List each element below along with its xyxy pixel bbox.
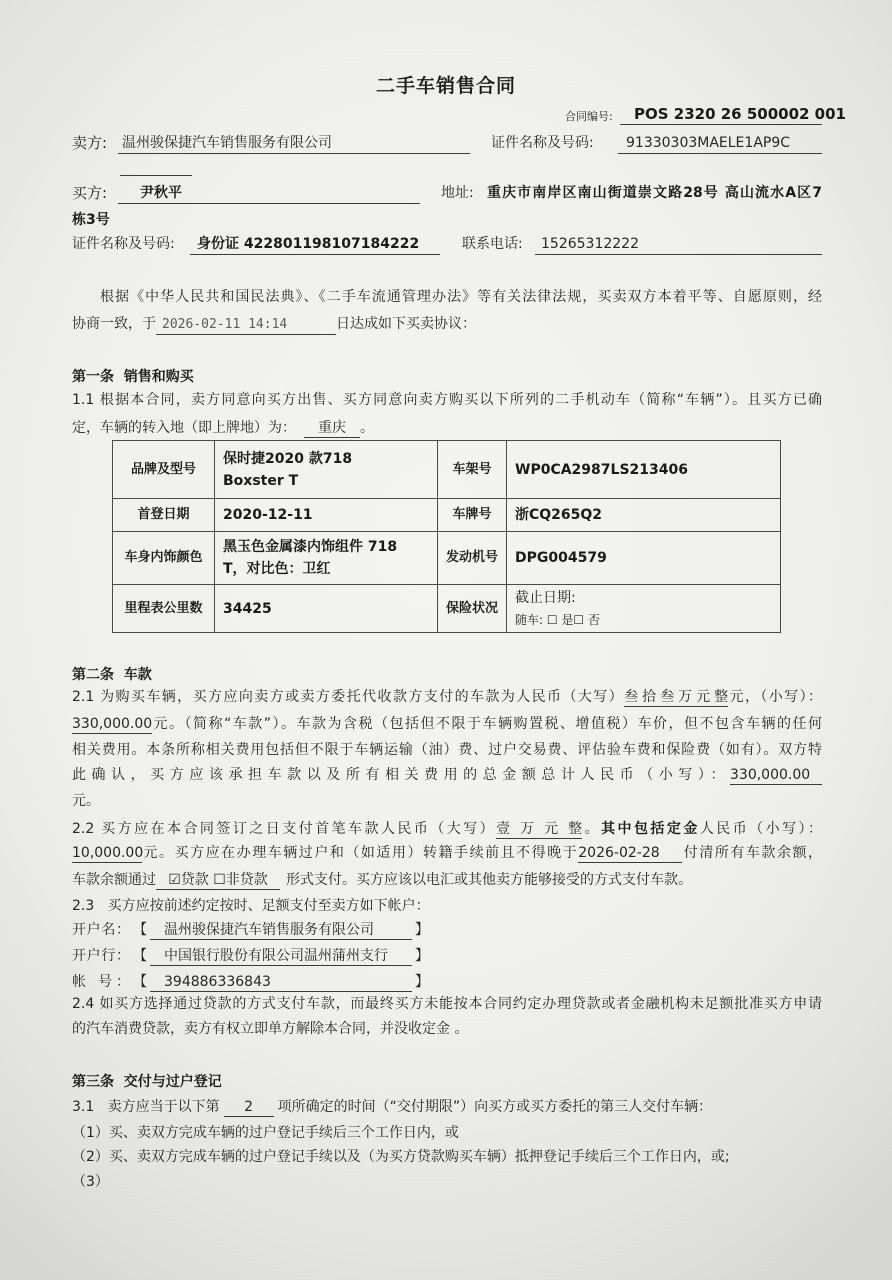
registration-place: 重庆 (304, 419, 360, 438)
clause-2-2-line-1 (72, 818, 822, 840)
clause-3-1-text: 3.1 卖方应当于以下第 (72, 1099, 220, 1115)
clause-2-1-line-4 (72, 764, 822, 786)
first-registration-value (215, 499, 438, 532)
price-upper-field: 叁拾叁万元整 (624, 689, 729, 705)
price-lower-field: 330,000.00 (72, 716, 153, 732)
clause-2-1-text: 2.1 为购买车辆，买方应向卖方或卖方委托代收款方支付的车款为人民币（大写） (72, 689, 625, 705)
account-number-value: 394886336843 (150, 973, 412, 992)
buyer-address-line-1: 重庆市南岸区南山街道崇文路28号 高山流水A区7 (487, 185, 822, 201)
first-registration-label: 首登日期 (113, 499, 215, 532)
bracket-close: 】 (415, 922, 429, 938)
brand-model-label: 品牌及型号 (113, 441, 215, 499)
engine-no-text: DPG004579 (515, 550, 607, 566)
first-registration-text: 2020-12-11 (223, 507, 313, 523)
brand-model-line: Boxster T (223, 472, 299, 489)
account-name-value: 温州骏保捷汽车销售服务有限公司 (150, 921, 412, 940)
buyer-address-line-2: 栋3号 (72, 212, 110, 228)
deposit-lower-field: 10,000.00 (72, 845, 144, 861)
vin-label: 车架号 (438, 441, 507, 499)
vin-text: WP0CA2987LS213406 (515, 461, 688, 478)
clause-2-2-text: 。 (582, 821, 602, 837)
clause-1-1-line-1: 1.1 根据本合同，卖方同意向买方出售、买方同意向卖方购买以下所列的二手机动车（简称“车辆”）。且买方已确 (72, 392, 822, 408)
clause-2-2-text: 付清所有车款余额， (682, 845, 823, 861)
plate-value (507, 499, 781, 532)
preamble-line-2 (72, 313, 822, 335)
agreement-date: 2026-02-11 14:14 (156, 316, 336, 335)
buyer-phone-label: 联系电话: (462, 236, 523, 252)
balance-due-date-field: 2026-02-28 (578, 844, 682, 863)
buyer-label: 买方: (72, 184, 108, 202)
delivery-item-no-field: 2 (224, 1098, 274, 1117)
insurance-label: 保险状况 (438, 585, 507, 633)
article-1-heading: 第一条 销售和购买 (72, 369, 194, 385)
clause-2-1-line-3: 相关费用。本条所称相关费用包括但不限于车辆运输（油）费、过户交易费、评估验车费和保险费（如有）。双方特 (72, 742, 822, 758)
buyer-id-label: 证件名称及号码: (72, 236, 175, 252)
account-bank-value: 中国银行股份有限公司温州蒲州支行 (150, 947, 412, 966)
mileage-label: 里程表公里数 (113, 585, 215, 633)
seller-name: 温州骏保捷汽车销售服务有限公司 (118, 132, 470, 154)
bracket-close: 】 (415, 974, 429, 990)
non-loan-checkbox: ☐非贷款 (213, 872, 268, 888)
clause-2-1-text: 元，（小写）： (728, 689, 823, 705)
seller-label: 卖方: (72, 134, 108, 152)
mileage-value (215, 585, 438, 633)
color-line: 黑玉色金属漆内饰组件 718 (223, 539, 398, 555)
clause-2-4-line-1: 2.4 如买方选择通过贷款的方式支付车款，而最终买方未能按本合同约定办理贷款或者金融机构未足额批准买方申请 (72, 996, 822, 1012)
clause-2-1-text: 此确认，买方应该承担车款以及所有相关费用的总金额总计人民币（小写）： (72, 767, 730, 783)
account-name-label: 开户名： (72, 922, 130, 938)
clause-2-2-text: 2.2 买方应在本合同签订之日支付首笔车款人民币（大写） (72, 821, 497, 837)
brand-model-line: 保时捷2020 款718 (223, 450, 353, 467)
clause-2-2-line-3 (72, 869, 822, 891)
mileage-text: 34425 (223, 600, 272, 617)
engine-no-value (507, 532, 781, 585)
account-number-row (72, 971, 822, 993)
clause-2-1-line-1 (72, 686, 822, 708)
buyer-address-label: 地址: (441, 185, 474, 201)
contract-no-label: 合同编号: (565, 110, 613, 123)
buyer-id-value: 身份证 422801198107184222 (190, 233, 440, 255)
vehicle-table (112, 440, 781, 633)
account-bank-row (72, 945, 822, 967)
insurance-value (507, 585, 781, 633)
plate-text: 浙CQ265Q2 (515, 507, 603, 523)
plate-label: 车牌号 (438, 499, 507, 532)
payment-method-field (156, 871, 280, 890)
bracket-close: 】 (415, 948, 429, 964)
first-payment-upper-field: 壹万元整 (496, 821, 583, 837)
preamble-line-1: 根据《中华人民共和国民法典》、《二手车流通管理办法》等有关法律法规，买卖双方本着平等、自愿原则，经 (100, 289, 822, 305)
article-3-heading: 第三条 交付与过户登记 (72, 1074, 222, 1090)
clause-2-2-text: 车款余额通过 (72, 872, 156, 888)
contract-no-value: POS 2320 26 500002 001 (620, 103, 822, 125)
seller-id-label: 证件名称及号码: (491, 135, 594, 151)
contract-title: 二手车销售合同 (375, 75, 516, 97)
clause-2-2-text: 形式支付。买方应该以电汇或其他卖方能够接受的方式支付车款。 (286, 872, 692, 888)
loan-checkbox-checked: ☑贷款 (168, 872, 209, 888)
deposit-emphasis: 其中包括定金 (601, 821, 700, 837)
buyer-phone: 15265312222 (535, 233, 822, 255)
clause-2-1-text: 元。（简称“车款”）。车款为含税（包括但不限于车辆购置税、增值税）车价，但不包含车辆的任何 (152, 716, 822, 732)
seller-underline-continuation (120, 175, 192, 176)
vehicle-table-row (113, 585, 781, 633)
preamble-line-2-pre: 协商一致，于 (72, 316, 156, 332)
clause-3-1-text: 项所确定的时间（“交付期限”）向买方或买方委托的第三人交付车辆： (277, 1099, 713, 1115)
account-name-row (72, 919, 822, 941)
insurance-expiry: 截止日期: (515, 589, 576, 606)
clause-2-1-line-5: 元。 (72, 793, 100, 809)
vin-value (507, 441, 781, 499)
insurance-with-car: 随车: ☐ 是☐ 否 (515, 612, 601, 627)
vehicle-table-row (113, 532, 781, 585)
engine-no-label: 发动机号 (438, 532, 507, 585)
clause-1-1-line-2-post: 。 (360, 420, 374, 436)
color-label: 车身内饰颜色 (113, 532, 215, 585)
article-2-heading: 第二条 车款 (72, 667, 152, 683)
seller-id-value: 91330303MAELE1AP9C (618, 132, 822, 154)
brand-model-value (215, 441, 438, 499)
preamble-line-2-post: 日达成如下买卖协议： (336, 316, 476, 332)
clause-2-2-text: 人民币（小写）： (699, 821, 823, 837)
account-number-label: 帐 号： (72, 974, 130, 990)
clause-1-1-line-2-pre: 定，车辆的转入地（即上牌地）为： (72, 420, 296, 436)
clause-2-4-line-2: 的汽车消费贷款，卖方有权立即单方解除本合同，并没收定金 。 (72, 1021, 469, 1037)
clause-2-3-line: 2.3 买方应按前述约定按时、足额支付至卖方如下帐户： (72, 898, 430, 914)
delivery-option-2: （2）买、卖双方完成车辆的过户登记手续以及（为买方贷款购买车辆）抵押登记手续后三个工作日内，或; (72, 1149, 730, 1165)
clause-2-2-line-2 (72, 842, 822, 864)
delivery-option-3: （3） (72, 1174, 109, 1190)
color-value (215, 532, 438, 585)
buyer-name: 尹秋平 (118, 182, 420, 204)
bracket-open: 【 (133, 948, 147, 964)
clause-2-2-text: 元。买方应在办理车辆过户和（如适用）转籍手续前且不得晚于 (142, 845, 579, 861)
clause-3-1-line (72, 1096, 822, 1118)
clause-1-1-line-2 (72, 417, 822, 439)
vehicle-table-row (113, 499, 781, 532)
bracket-open: 【 (133, 922, 147, 938)
color-line: T，对比色：卫红 (223, 561, 331, 577)
delivery-option-1: （1）买、卖双方完成车辆的过户登记手续后三个工作日内，或 (72, 1125, 459, 1141)
account-bank-label: 开户行： (72, 948, 130, 964)
bracket-open: 【 (133, 974, 147, 990)
total-lower-field: 330,000.00 (730, 766, 822, 785)
vehicle-table-row (113, 441, 781, 499)
clause-2-1-line-2 (72, 713, 822, 735)
